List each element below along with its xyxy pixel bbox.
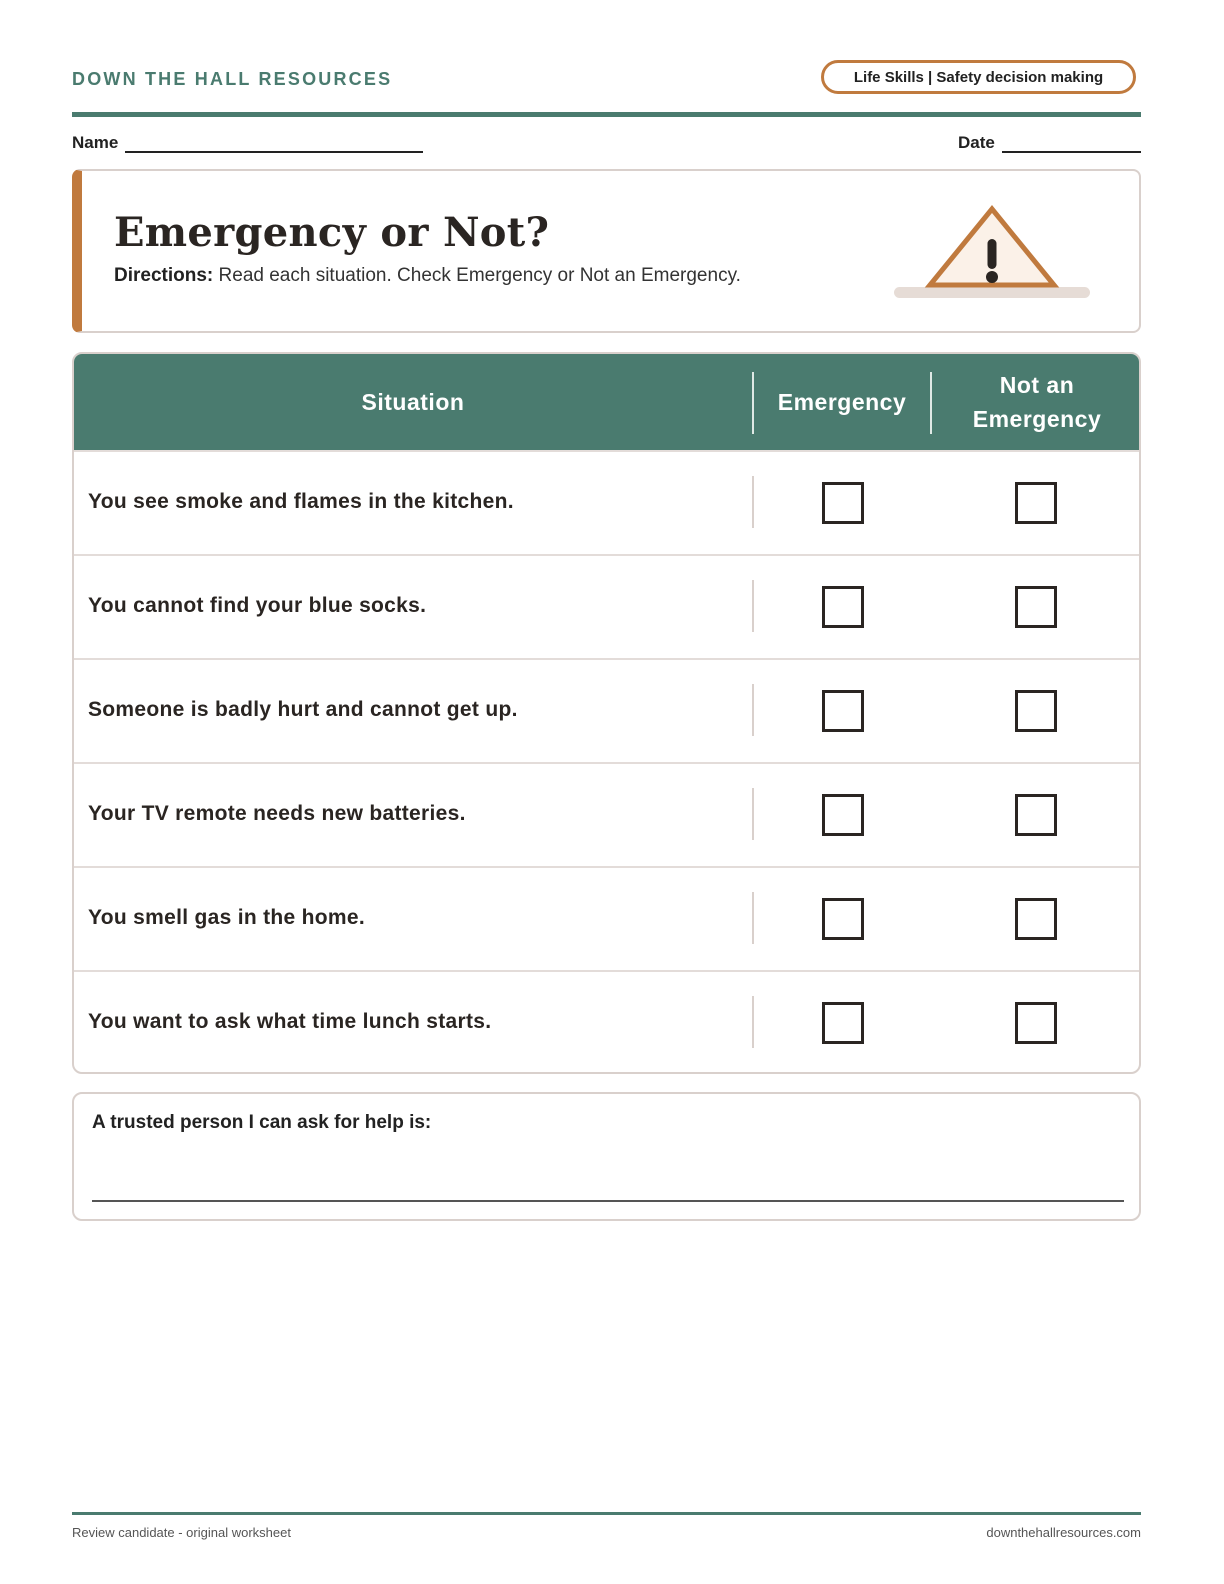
directions-label: Directions: [114,265,214,286]
warning-triangle-icon [894,201,1094,301]
name-label: Name [72,133,119,152]
emergency-checkbox[interactable] [822,1002,864,1044]
situation-text: Your TV remote needs new batteries. [88,802,466,825]
not-emergency-checkbox[interactable] [1015,690,1057,732]
situations-table [72,352,1141,1074]
table-row [74,762,1139,866]
footer-note: Review candidate - original worksheet [72,1525,291,1540]
situation-text: You smell gas in the home. [88,906,365,929]
situation-text: You cannot find your blue socks. [88,594,427,617]
date-label: Date [958,133,995,152]
situation-text: You see smoke and flames in the kitchen. [88,490,514,513]
footer-rule [72,1512,1141,1515]
page-title: Emergency or Not? [114,209,550,256]
situation-text: You want to ask what time lunch starts. [88,1010,492,1033]
not-emergency-checkbox[interactable] [1015,586,1057,628]
emergency-checkbox[interactable] [822,586,864,628]
emergency-checkbox[interactable] [822,898,864,940]
trusted-person-label: A trusted person I can ask for help is: [92,1112,432,1133]
title-card [72,169,1141,333]
row-divider [752,684,754,736]
row-divider [752,892,754,944]
emergency-checkbox[interactable] [822,794,864,836]
trusted-person-field[interactable] [92,1200,1124,1202]
column-header-emergency: Emergency [777,389,907,415]
row-divider [752,788,754,840]
header-divider [930,372,932,434]
directions [114,265,741,287]
header-rule [72,112,1141,117]
emergency-checkbox[interactable] [822,690,864,732]
not-emergency-checkbox[interactable] [1015,898,1057,940]
column-header-not-emergency: Not an Emergency [972,372,1102,432]
not-emergency-checkbox[interactable] [1015,794,1057,836]
table-row [74,450,1139,554]
name-field[interactable] [125,151,423,153]
column-header-situation: Situation [361,389,465,415]
table-row [74,866,1139,970]
row-divider [752,580,754,632]
footer-website: downthehallresources.com [986,1525,1141,1540]
brand-name: DOWN THE HALL RESOURCES [72,69,393,89]
table-row [74,970,1139,1074]
not-emergency-checkbox[interactable] [1015,1002,1057,1044]
date-field[interactable] [1002,151,1141,153]
table-row [74,658,1139,762]
directions-text: Read each situation. Check Emergency or Not an Emergency. [213,265,741,286]
table-row [74,554,1139,658]
emergency-checkbox[interactable] [822,482,864,524]
situation-text: Someone is badly hurt and cannot get up. [88,698,518,721]
subject-badge: Life Skills | Safety decision making [821,60,1136,94]
row-divider [752,476,754,528]
trusted-person-card [72,1092,1141,1221]
row-divider [752,996,754,1048]
table-header [74,354,1139,450]
not-emergency-checkbox[interactable] [1015,482,1057,524]
